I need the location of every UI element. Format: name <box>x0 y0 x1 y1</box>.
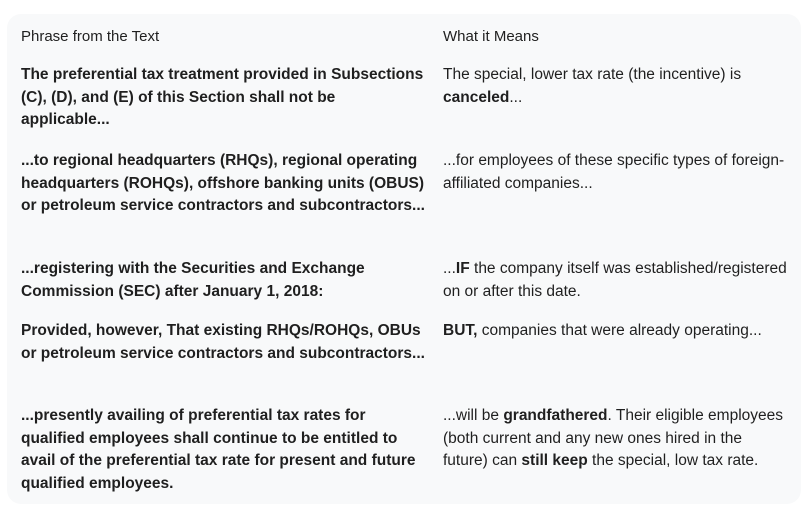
meaning-text: ... <box>509 88 523 106</box>
meaning-text: companies that were already operating... <box>477 322 762 339</box>
meaning-emphasis: grandfathered <box>503 407 608 424</box>
phrase-cell: ...registering with the Securities and Exchange Commission (SEC) after January 1, 2018: <box>21 260 365 300</box>
header-meaning: What it Means <box>443 28 539 45</box>
header-phrase: Phrase from the Text <box>21 28 160 45</box>
meaning-cell <box>443 64 788 109</box>
meaning-text: . Their eligible employees (both current and any new ones hired in the future) can <box>443 407 784 469</box>
meaning-text: The special, lower tax rate (the incentive) is <box>443 66 742 83</box>
meaning-cell <box>443 405 788 473</box>
phrase-cell: The preferential tax treatment provided in Subsections (C), (D), and (E) of this Section shall not be applicable... <box>21 66 424 128</box>
meaning-cell <box>443 258 788 303</box>
explanation-table <box>7 14 801 504</box>
meaning-text: the company itself was established/registered on or after this date. <box>443 260 787 300</box>
meaning-emphasis: IF <box>455 260 470 277</box>
meaning-emphasis: still keep <box>521 452 588 469</box>
phrase-cell: Provided, however, That existing RHQs/ROHQs, OBUs or petroleum service contractors and subcontractors... <box>21 322 425 362</box>
meaning-emphasis: canceled <box>443 88 510 106</box>
phrase-cell: ...presently availing of preferential tax rates for qualified employees shall continue to be entitled to avail of the preferential tax rate for present and future qualified employees. <box>21 407 416 492</box>
meaning-text: ...will be <box>443 407 504 424</box>
phrase-cell: ...to regional headquarters (RHQs), regional operating headquarters (ROHQs), offshore banking units (OBUS) or petroleum service contractors and subcontractors... <box>21 152 425 214</box>
meaning-cell: ...for employees of these specific types of foreign-affiliated companies... <box>443 152 785 192</box>
meaning-text: ... <box>443 260 456 277</box>
meaning-emphasis: BUT, <box>443 322 478 339</box>
meaning-text: the special, low tax rate. <box>587 452 759 469</box>
meaning-cell <box>443 320 788 343</box>
